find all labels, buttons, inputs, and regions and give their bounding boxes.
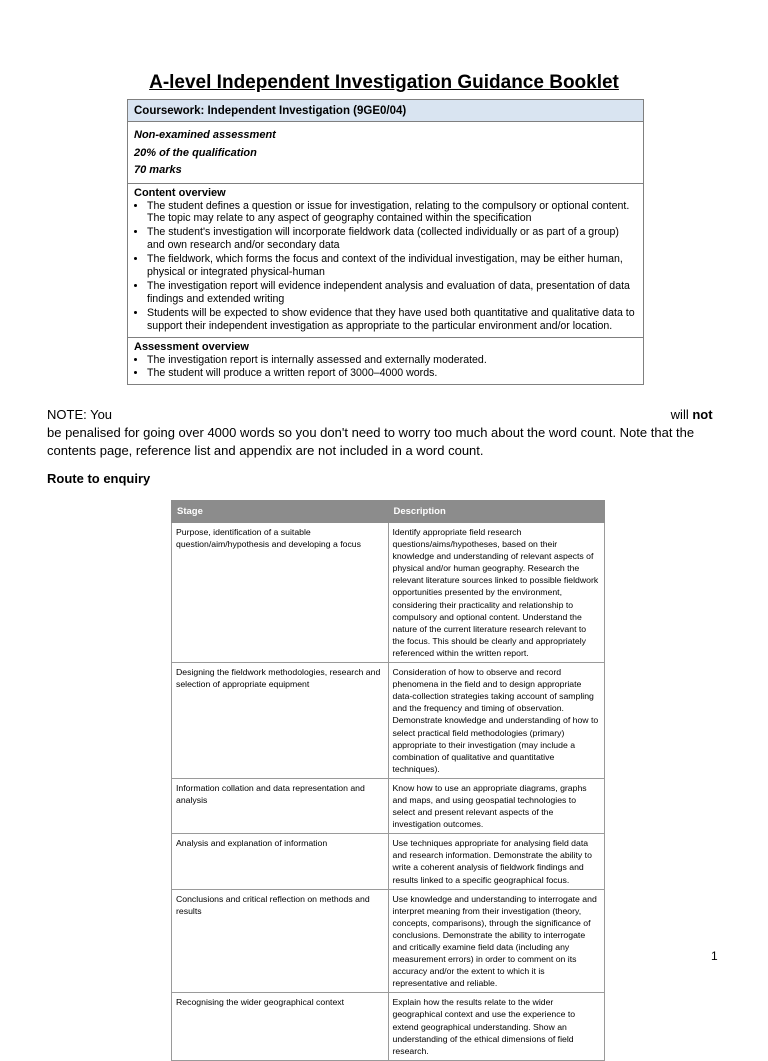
spec-meta-marks: 70 marks [134,164,182,176]
content-overview-item: • The student defines a question or issue for investigation, relating to the compulsory or optional content. The topic may relate to any aspect of geography contained within the specification [147,200,637,226]
assessment-overview [128,337,643,385]
spec-meta [128,122,643,184]
description-cell: Explain how the results relate to the wider geographical context and use the experience to extend geographical understanding. Show an understanding of the ethical dimensions of field research. [388,993,605,1060]
description-cell: Consideration of how to observe and record phenomena in the field and to design appropriate data-collection strategies taking account of sampling and the frequency and timing of observation. Demonstrate knowledge and understanding of how to select practical field methodologies (primary) appropriate to their investigation (may include a combination of qualitative and quantitative techniques). [388,663,605,779]
column-header-stage: Stage [172,501,389,523]
description-cell: Identify appropriate field research questions/aims/hypotheses, based on their knowledge and understanding of relevant aspects of physical and/or human geography. Research the relevant literature sources linked to possible fieldwork opportunities presented by the environment, considering their practicality and relationship to compulsory and optional content. Understand the nature of the current literature research relevant to the focus. This should be clearly and appropriately referenced within the written report. [388,523,605,663]
note-rest: be penalised for going over 4000 words so you don't need to worry too much about the word count. Note that the contents page, reference list and appendix are not included in a word count. [47,425,695,458]
route-to-enquiry-heading: Route to enquiry [47,471,151,486]
content-overview-item: • The fieldwork, which forms the focus and context of the individual investigation, may be either human, physical or integrated physical-human [147,253,637,279]
stage-cell: Information collation and data representation and analysis [172,778,389,833]
description-cell: Use techniques appropriate for analysing field data and research information. Demonstrate the ability to write a coherent analysis of fieldwork findings and results linked to a specific geographical focus. [388,834,605,889]
content-overview-item: • Students will be expected to show evidence that they have used both quantitative and qualitative data to support their independent investigation as appropriate to the particular environment and/or location. [147,307,637,333]
page-title: A-level Independent Investigation Guidance Booklet [149,72,619,93]
table-row [172,523,605,663]
content-overview-item: • The investigation report will evidence independent analysis and evaluation of data, presentation of data findings and extended writing [147,280,637,306]
note-prefix: NOTE: You [47,407,113,422]
stage-cell: Recognising the wider geographical context [172,993,389,1060]
note-not: not [692,407,713,422]
stage-cell: Designing the fieldwork methodologies, research and selection of appropriate equipment [172,663,389,779]
spec-heading: Coursework: Independent Investigation (9GE0/04) [128,100,643,122]
stage-cell: Purpose, identification of a suitable question/aim/hypothesis and developing a focus [172,523,389,663]
word-count-note [47,406,719,460]
table-header-row [172,501,605,523]
assessment-overview-item: • The investigation report is internally assessed and externally moderated. [147,354,637,367]
note-will: will [670,407,689,422]
page-number: 1 [711,949,718,963]
table-row [172,834,605,889]
column-header-description: Description [388,501,605,523]
route-to-enquiry-table [171,500,605,1061]
table-row [172,778,605,833]
stage-cell: Analysis and explanation of information [172,834,389,889]
table-row [172,889,605,993]
table-row [172,663,605,779]
content-overview-heading: Content overview [134,186,226,199]
stage-cell: Conclusions and critical reflection on methods and results [172,889,389,993]
description-cell: Know how to use an appropriate diagrams, graphs and maps, and using geospatial technologies to select and present relevant aspects of the investigation outcomes. [388,778,605,833]
spec-box [127,99,644,385]
description-cell: Use knowledge and understanding to interrogate and interpret meaning from their investigation (theory, concepts, comparisons), through the significance of conclusions. Demonstrate the ability to interrogate and critically examine field data (including any measurement errors) in order to comment on its accuracy and/or the extent to which it is representative and reliable. [388,889,605,993]
spec-meta-assessment-type: Non-examined assessment [134,129,276,141]
spec-meta-weighting: 20% of the qualification [134,146,257,159]
content-overview-item: • The student's investigation will incorporate fieldwork data (collected individually or as part of a group) and own research and/or secondary data [147,226,637,252]
assessment-overview-item: • The student will produce a written report of 3000–4000 words. [147,367,637,380]
table-row [172,993,605,1060]
content-overview [128,184,643,337]
assessment-overview-heading: Assessment overview [134,340,249,353]
